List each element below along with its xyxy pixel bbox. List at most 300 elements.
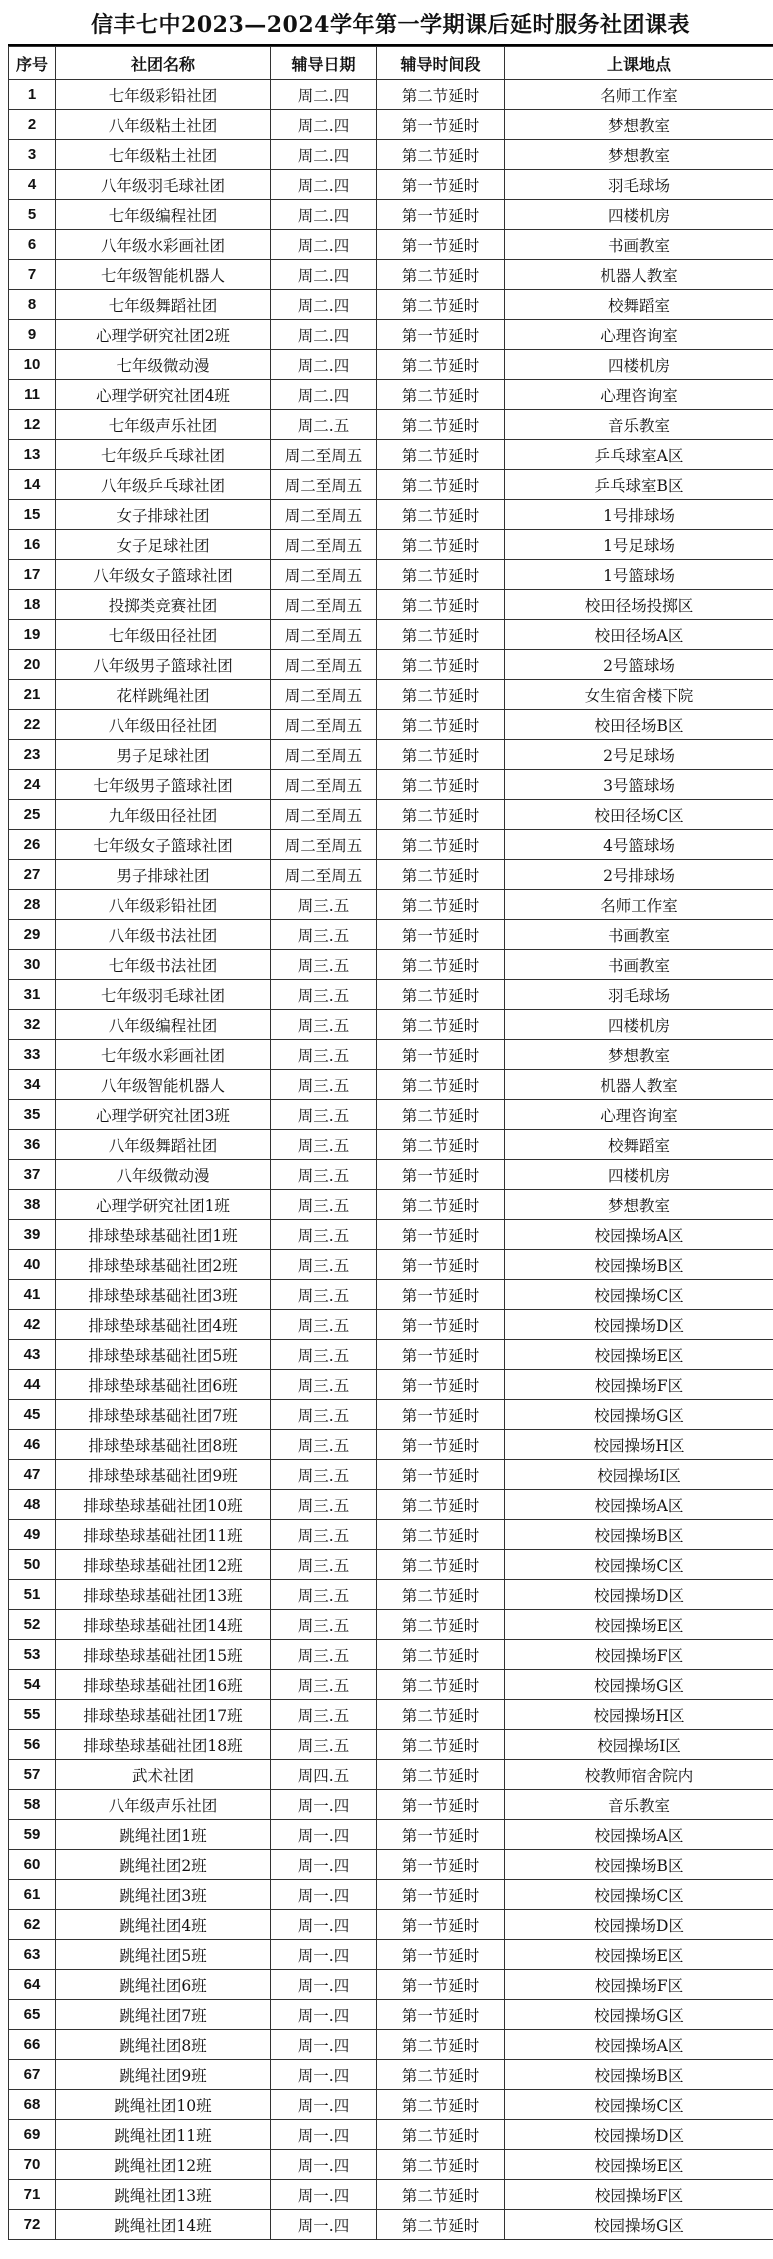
- cell-date: 周三.五: [271, 1310, 377, 1340]
- cell-index: 30: [9, 950, 56, 980]
- cell-time-slot: 第二节延时: [377, 260, 505, 290]
- cell-time-slot: 第二节延时: [377, 590, 505, 620]
- table-row: [9, 1610, 773, 1640]
- cell-date: 周一.四: [271, 1880, 377, 1910]
- cell-time-slot: 第二节延时: [377, 2210, 505, 2240]
- cell-index: 12: [9, 410, 56, 440]
- cell-date: 周三.五: [271, 1070, 377, 1100]
- cell-index: 22: [9, 710, 56, 740]
- cell-index: 50: [9, 1550, 56, 1580]
- cell-index: 61: [9, 1880, 56, 1910]
- cell-club-name: 排球垫球基础社团11班: [56, 1520, 271, 1550]
- cell-index: 9: [9, 320, 56, 350]
- table-row: [9, 440, 773, 470]
- cell-location: 校园操场D区: [505, 2120, 773, 2150]
- cell-time-slot: 第二节延时: [377, 2090, 505, 2120]
- cell-time-slot: 第二节延时: [377, 140, 505, 170]
- cell-time-slot: 第二节延时: [377, 410, 505, 440]
- cell-location: 音乐教室: [505, 410, 773, 440]
- cell-club-name: 跳绳社团7班: [56, 2000, 271, 2030]
- cell-time-slot: 第一节延时: [377, 1220, 505, 1250]
- cell-time-slot: 第一节延时: [377, 1370, 505, 1400]
- table-row: [9, 410, 773, 440]
- cell-club-name: 排球垫球基础社团8班: [56, 1430, 271, 1460]
- cell-location: 羽毛球场: [505, 170, 773, 200]
- cell-location: 2号足球场: [505, 740, 773, 770]
- table-row: [9, 800, 773, 830]
- cell-date: 周一.四: [271, 2150, 377, 2180]
- table-row: [9, 1190, 773, 1220]
- table-row: [9, 80, 773, 110]
- cell-club-name: 心理学研究社团4班: [56, 380, 271, 410]
- table-row: [9, 710, 773, 740]
- cell-time-slot: 第二节延时: [377, 620, 505, 650]
- cell-date: 周二至周五: [271, 440, 377, 470]
- page-title: 信丰七中2023—2024学年第一学期课后延时服务社团课表: [8, 6, 773, 46]
- cell-club-name: 八年级田径社团: [56, 710, 271, 740]
- cell-location: 校园操场G区: [505, 2210, 773, 2240]
- cell-date: 周三.五: [271, 1700, 377, 1730]
- cell-time-slot: 第二节延时: [377, 1700, 505, 1730]
- cell-location: 校园操场E区: [505, 2150, 773, 2180]
- cell-time-slot: 第二节延时: [377, 470, 505, 500]
- cell-time-slot: 第二节延时: [377, 380, 505, 410]
- cell-date: 周三.五: [271, 1220, 377, 1250]
- cell-date: 周二.四: [271, 230, 377, 260]
- table-row: [9, 2000, 773, 2030]
- cell-time-slot: 第二节延时: [377, 1670, 505, 1700]
- cell-location: 校园操场C区: [505, 1880, 773, 1910]
- cell-time-slot: 第一节延时: [377, 1160, 505, 1190]
- cell-time-slot: 第二节延时: [377, 2060, 505, 2090]
- cell-time-slot: 第一节延时: [377, 1880, 505, 1910]
- table-row: [9, 1160, 773, 1190]
- table-row: [9, 1640, 773, 1670]
- cell-index: 34: [9, 1070, 56, 1100]
- cell-date: 周二.四: [271, 170, 377, 200]
- table-row: [9, 530, 773, 560]
- cell-index: 62: [9, 1910, 56, 1940]
- cell-location: 心理咨询室: [505, 1100, 773, 1130]
- table-row: [9, 260, 773, 290]
- cell-index: 5: [9, 200, 56, 230]
- cell-club-name: 跳绳社团14班: [56, 2210, 271, 2240]
- cell-date: 周二至周五: [271, 560, 377, 590]
- cell-time-slot: 第二节延时: [377, 650, 505, 680]
- cell-date: 周三.五: [271, 1130, 377, 1160]
- cell-club-name: 男子排球社团: [56, 860, 271, 890]
- cell-index: 66: [9, 2030, 56, 2060]
- cell-location: 校舞蹈室: [505, 290, 773, 320]
- cell-time-slot: 第一节延时: [377, 1940, 505, 1970]
- table-row: [9, 1760, 773, 1790]
- cell-time-slot: 第一节延时: [377, 170, 505, 200]
- cell-club-name: 八年级彩铅社团: [56, 890, 271, 920]
- cell-date: 周二至周五: [271, 530, 377, 560]
- table-row: [9, 980, 773, 1010]
- cell-date: 周二至周五: [271, 800, 377, 830]
- cell-location: 校园操场A区: [505, 1490, 773, 1520]
- table-row: [9, 200, 773, 230]
- cell-location: 校园操场A区: [505, 1820, 773, 1850]
- cell-location: 校园操场F区: [505, 1370, 773, 1400]
- cell-index: 69: [9, 2120, 56, 2150]
- cell-time-slot: 第一节延时: [377, 1340, 505, 1370]
- cell-index: 13: [9, 440, 56, 470]
- table-row: [9, 2060, 773, 2090]
- table-row: [9, 620, 773, 650]
- table-row: [9, 770, 773, 800]
- cell-date: 周三.五: [271, 920, 377, 950]
- cell-club-name: 七年级书法社团: [56, 950, 271, 980]
- cell-location: 校田径场C区: [505, 800, 773, 830]
- cell-index: 26: [9, 830, 56, 860]
- cell-location: 校园操场G区: [505, 2000, 773, 2030]
- cell-club-name: 八年级舞蹈社团: [56, 1130, 271, 1160]
- cell-club-name: 排球垫球基础社团15班: [56, 1640, 271, 1670]
- cell-date: 周一.四: [271, 1970, 377, 2000]
- cell-club-name: 九年级田径社团: [56, 800, 271, 830]
- table-row: [9, 1340, 773, 1370]
- cell-index: 38: [9, 1190, 56, 1220]
- cell-location: 1号篮球场: [505, 560, 773, 590]
- table-row: [9, 320, 773, 350]
- cell-time-slot: 第一节延时: [377, 200, 505, 230]
- cell-index: 43: [9, 1340, 56, 1370]
- cell-date: 周三.五: [271, 1250, 377, 1280]
- cell-index: 46: [9, 1430, 56, 1460]
- cell-time-slot: 第二节延时: [377, 2030, 505, 2060]
- table-row: [9, 1130, 773, 1160]
- table-row: [9, 140, 773, 170]
- cell-index: 20: [9, 650, 56, 680]
- cell-date: 周三.五: [271, 1400, 377, 1430]
- cell-index: 25: [9, 800, 56, 830]
- cell-time-slot: 第一节延时: [377, 1250, 505, 1280]
- cell-index: 58: [9, 1790, 56, 1820]
- table-row: [9, 680, 773, 710]
- cell-index: 14: [9, 470, 56, 500]
- cell-index: 33: [9, 1040, 56, 1070]
- cell-index: 72: [9, 2210, 56, 2240]
- cell-date: 周一.四: [271, 2000, 377, 2030]
- table-row: [9, 1970, 773, 2000]
- cell-date: 周二至周五: [271, 680, 377, 710]
- cell-location: 校园操场B区: [505, 1520, 773, 1550]
- cell-time-slot: 第二节延时: [377, 710, 505, 740]
- cell-date: 周三.五: [271, 1280, 377, 1310]
- cell-date: 周二.五: [271, 410, 377, 440]
- cell-club-name: 排球垫球基础社团4班: [56, 1310, 271, 1340]
- cell-club-name: 七年级声乐社团: [56, 410, 271, 440]
- cell-index: 48: [9, 1490, 56, 1520]
- cell-location: 乒乓球室B区: [505, 470, 773, 500]
- cell-date: 周二.四: [271, 110, 377, 140]
- cell-club-name: 排球垫球基础社团5班: [56, 1340, 271, 1370]
- cell-club-name: 排球垫球基础社团13班: [56, 1580, 271, 1610]
- table-row: [9, 1940, 773, 1970]
- cell-date: 周二.四: [271, 140, 377, 170]
- cell-club-name: 排球垫球基础社团1班: [56, 1220, 271, 1250]
- cell-club-name: 跳绳社团13班: [56, 2180, 271, 2210]
- cell-location: 校园操场E区: [505, 1340, 773, 1370]
- cell-time-slot: 第二节延时: [377, 1610, 505, 1640]
- cell-time-slot: 第一节延时: [377, 1400, 505, 1430]
- cell-date: 周三.五: [271, 950, 377, 980]
- cell-date: 周二.四: [271, 350, 377, 380]
- cell-date: 周一.四: [271, 1940, 377, 1970]
- cell-date: 周三.五: [271, 1640, 377, 1670]
- cell-time-slot: 第二节延时: [377, 1010, 505, 1040]
- cell-date: 周二至周五: [271, 470, 377, 500]
- cell-date: 周三.五: [271, 890, 377, 920]
- cell-club-name: 心理学研究社团1班: [56, 1190, 271, 1220]
- cell-time-slot: 第一节延时: [377, 1310, 505, 1340]
- cell-location: 2号排球场: [505, 860, 773, 890]
- table-row: [9, 740, 773, 770]
- cell-time-slot: 第二节延时: [377, 530, 505, 560]
- cell-club-name: 排球垫球基础社团2班: [56, 1250, 271, 1280]
- cell-location: 梦想教室: [505, 110, 773, 140]
- cell-date: 周三.五: [271, 1670, 377, 1700]
- table-row: [9, 650, 773, 680]
- cell-index: 55: [9, 1700, 56, 1730]
- cell-location: 四楼机房: [505, 1160, 773, 1190]
- table-row: [9, 1250, 773, 1280]
- cell-date: 周二至周五: [271, 770, 377, 800]
- cell-index: 70: [9, 2150, 56, 2180]
- table-row: [9, 1520, 773, 1550]
- cell-location: 校田径场B区: [505, 710, 773, 740]
- cell-club-name: 女子排球社团: [56, 500, 271, 530]
- table-row: [9, 1010, 773, 1040]
- cell-time-slot: 第二节延时: [377, 560, 505, 590]
- cell-index: 56: [9, 1730, 56, 1760]
- cell-date: 周一.四: [271, 1820, 377, 1850]
- cell-club-name: 排球垫球基础社团6班: [56, 1370, 271, 1400]
- cell-location: 女生宿舍楼下院: [505, 680, 773, 710]
- cell-time-slot: 第二节延时: [377, 1760, 505, 1790]
- cell-location: 校园操场A区: [505, 1220, 773, 1250]
- table-row: [9, 1430, 773, 1460]
- cell-time-slot: 第二节延时: [377, 1580, 505, 1610]
- cell-time-slot: 第二节延时: [377, 770, 505, 800]
- table-row: [9, 1670, 773, 1700]
- cell-location: 梦想教室: [505, 1040, 773, 1070]
- table-row: [9, 1580, 773, 1610]
- cell-index: 71: [9, 2180, 56, 2210]
- cell-club-name: 跳绳社团2班: [56, 1850, 271, 1880]
- cell-index: 23: [9, 740, 56, 770]
- cell-date: 周二至周五: [271, 650, 377, 680]
- cell-index: 19: [9, 620, 56, 650]
- cell-time-slot: 第二节延时: [377, 1640, 505, 1670]
- cell-club-name: 跳绳社团11班: [56, 2120, 271, 2150]
- cell-club-name: 排球垫球基础社团9班: [56, 1460, 271, 1490]
- header-club-name: 社团名称: [56, 47, 271, 80]
- cell-location: 心理咨询室: [505, 320, 773, 350]
- cell-location: 校教师宿舍院内: [505, 1760, 773, 1790]
- table-row: [9, 2210, 773, 2240]
- cell-location: 校舞蹈室: [505, 1130, 773, 1160]
- cell-location: 校园操场C区: [505, 1550, 773, 1580]
- cell-location: 书画教室: [505, 920, 773, 950]
- cell-date: 周三.五: [271, 1160, 377, 1190]
- cell-club-name: 排球垫球基础社团3班: [56, 1280, 271, 1310]
- cell-club-name: 七年级水彩画社团: [56, 1040, 271, 1070]
- cell-location: 2号篮球场: [505, 650, 773, 680]
- cell-index: 16: [9, 530, 56, 560]
- cell-club-name: 投掷类竞赛社团: [56, 590, 271, 620]
- cell-date: 周二.四: [271, 320, 377, 350]
- cell-time-slot: 第一节延时: [377, 1040, 505, 1070]
- cell-time-slot: 第二节延时: [377, 1730, 505, 1760]
- cell-index: 36: [9, 1130, 56, 1160]
- cell-club-name: 排球垫球基础社团7班: [56, 1400, 271, 1430]
- cell-club-name: 跳绳社团6班: [56, 1970, 271, 2000]
- cell-club-name: 七年级女子篮球社团: [56, 830, 271, 860]
- cell-index: 57: [9, 1760, 56, 1790]
- cell-location: 心理咨询室: [505, 380, 773, 410]
- cell-date: 周二.四: [271, 260, 377, 290]
- cell-date: 周一.四: [271, 2210, 377, 2240]
- table-row: [9, 950, 773, 980]
- cell-club-name: 七年级舞蹈社团: [56, 290, 271, 320]
- cell-date: 周三.五: [271, 1460, 377, 1490]
- cell-club-name: 排球垫球基础社团14班: [56, 1610, 271, 1640]
- cell-date: 周三.五: [271, 1100, 377, 1130]
- cell-club-name: 男子足球社团: [56, 740, 271, 770]
- cell-date: 周三.五: [271, 1490, 377, 1520]
- cell-date: 周三.五: [271, 1550, 377, 1580]
- cell-index: 64: [9, 1970, 56, 2000]
- table-row: [9, 890, 773, 920]
- cell-index: 15: [9, 500, 56, 530]
- cell-date: 周一.四: [271, 1910, 377, 1940]
- table-row: [9, 1850, 773, 1880]
- cell-date: 周二至周五: [271, 710, 377, 740]
- cell-time-slot: 第一节延时: [377, 1430, 505, 1460]
- cell-index: 49: [9, 1520, 56, 1550]
- cell-club-name: 跳绳社团9班: [56, 2060, 271, 2090]
- table-row: [9, 1280, 773, 1310]
- cell-time-slot: 第一节延时: [377, 1850, 505, 1880]
- cell-club-name: 八年级乒乓球社团: [56, 470, 271, 500]
- cell-index: 24: [9, 770, 56, 800]
- cell-index: 29: [9, 920, 56, 950]
- table-row: [9, 1820, 773, 1850]
- cell-location: 书画教室: [505, 230, 773, 260]
- cell-date: 周二至周五: [271, 830, 377, 860]
- table-row: [9, 290, 773, 320]
- cell-index: 37: [9, 1160, 56, 1190]
- cell-index: 2: [9, 110, 56, 140]
- cell-index: 8: [9, 290, 56, 320]
- table-row: [9, 1490, 773, 1520]
- cell-index: 68: [9, 2090, 56, 2120]
- cell-location: 1号足球场: [505, 530, 773, 560]
- cell-club-name: 七年级微动漫: [56, 350, 271, 380]
- cell-time-slot: 第一节延时: [377, 1910, 505, 1940]
- table-row: [9, 2150, 773, 2180]
- table-row: [9, 920, 773, 950]
- cell-club-name: 八年级羽毛球社团: [56, 170, 271, 200]
- cell-index: 28: [9, 890, 56, 920]
- cell-location: 校园操场F区: [505, 1640, 773, 1670]
- cell-index: 45: [9, 1400, 56, 1430]
- cell-date: 周三.五: [271, 1040, 377, 1070]
- cell-location: 校园操场H区: [505, 1700, 773, 1730]
- cell-location: 校园操场H区: [505, 1430, 773, 1460]
- cell-time-slot: 第二节延时: [377, 980, 505, 1010]
- cell-location: 羽毛球场: [505, 980, 773, 1010]
- table-row: [9, 470, 773, 500]
- cell-index: 63: [9, 1940, 56, 1970]
- cell-index: 39: [9, 1220, 56, 1250]
- cell-time-slot: 第二节延时: [377, 500, 505, 530]
- cell-date: 周三.五: [271, 1430, 377, 1460]
- cell-time-slot: 第一节延时: [377, 320, 505, 350]
- table-body: [9, 80, 773, 2240]
- cell-time-slot: 第二节延时: [377, 830, 505, 860]
- table-row: [9, 1880, 773, 1910]
- cell-index: 51: [9, 1580, 56, 1610]
- cell-index: 4: [9, 170, 56, 200]
- cell-club-name: 八年级声乐社团: [56, 1790, 271, 1820]
- cell-club-name: 八年级智能机器人: [56, 1070, 271, 1100]
- cell-date: 周二.四: [271, 80, 377, 110]
- cell-date: 周三.五: [271, 1610, 377, 1640]
- cell-club-name: 跳绳社团3班: [56, 1880, 271, 1910]
- cell-date: 周二至周五: [271, 590, 377, 620]
- table-row: [9, 1400, 773, 1430]
- cell-index: 54: [9, 1670, 56, 1700]
- cell-time-slot: 第二节延时: [377, 440, 505, 470]
- cell-date: 周一.四: [271, 2120, 377, 2150]
- cell-date: 周四.五: [271, 1760, 377, 1790]
- cell-club-name: 排球垫球基础社团18班: [56, 1730, 271, 1760]
- cell-date: 周三.五: [271, 1190, 377, 1220]
- cell-location: 校园操场E区: [505, 1610, 773, 1640]
- cell-time-slot: 第二节延时: [377, 950, 505, 980]
- cell-time-slot: 第二节延时: [377, 1520, 505, 1550]
- cell-index: 35: [9, 1100, 56, 1130]
- cell-time-slot: 第二节延时: [377, 740, 505, 770]
- cell-club-name: 心理学研究社团3班: [56, 1100, 271, 1130]
- schedule-sheet: [8, 6, 773, 2240]
- cell-location: 梦想教室: [505, 1190, 773, 1220]
- cell-time-slot: 第二节延时: [377, 680, 505, 710]
- cell-time-slot: 第二节延时: [377, 290, 505, 320]
- cell-date: 周二至周五: [271, 620, 377, 650]
- cell-club-name: 七年级彩铅社团: [56, 80, 271, 110]
- table-row: [9, 230, 773, 260]
- cell-time-slot: 第一节延时: [377, 110, 505, 140]
- cell-location: 机器人教室: [505, 260, 773, 290]
- cell-club-name: 七年级田径社团: [56, 620, 271, 650]
- cell-date: 周一.四: [271, 2030, 377, 2060]
- cell-date: 周一.四: [271, 1790, 377, 1820]
- cell-location: 校园操场F区: [505, 1970, 773, 2000]
- cell-time-slot: 第一节延时: [377, 920, 505, 950]
- cell-time-slot: 第二节延时: [377, 1190, 505, 1220]
- cell-club-name: 女子足球社团: [56, 530, 271, 560]
- cell-date: 周一.四: [271, 2060, 377, 2090]
- table-row: [9, 1700, 773, 1730]
- cell-index: 21: [9, 680, 56, 710]
- cell-time-slot: 第一节延时: [377, 1460, 505, 1490]
- cell-location: 校园操场B区: [505, 1850, 773, 1880]
